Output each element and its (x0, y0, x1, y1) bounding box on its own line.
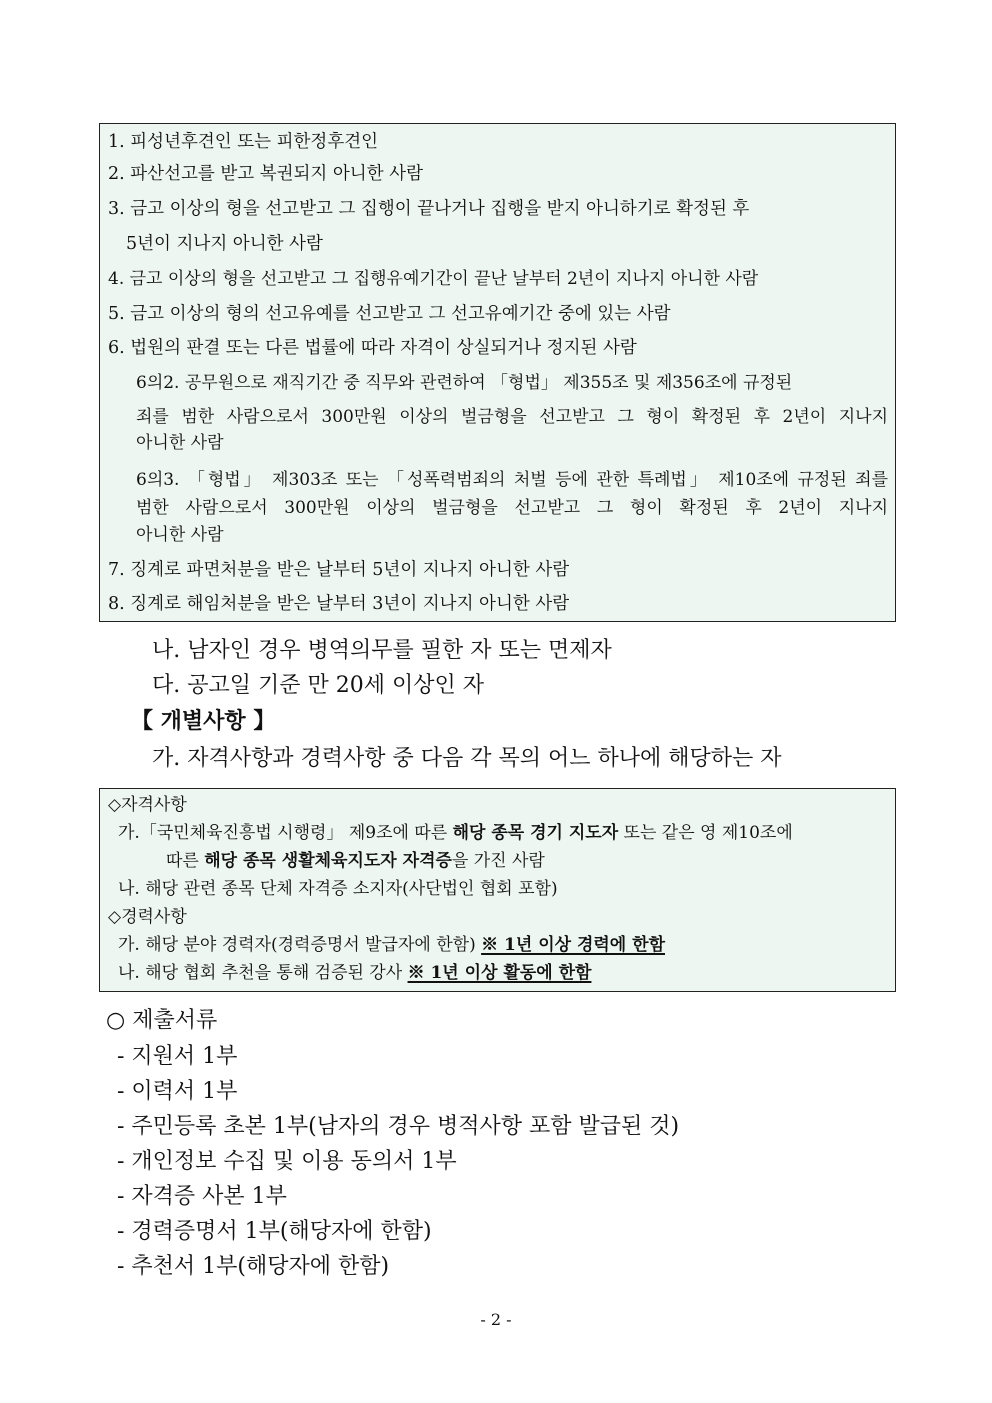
disqualification-item-1: 1. 피성년후견인 또는 피한정후견인 (108, 132, 379, 152)
document-item: - 경력증명서 1부(해당자에 한함) (117, 1219, 432, 1244)
qualification-title: ◇자격사항 (108, 795, 187, 815)
document-item: - 자격증 사본 1부 (117, 1184, 287, 1209)
disqualification-item-6-3-end: 아니한 사람 (136, 525, 224, 545)
qualification-item-1: 가.「국민체육진흥법 시행령」 제9조에 따른 해당 종목 경기 지도자 또는 같은 영 제10조에 (118, 823, 793, 843)
document-item: - 개인정보 수집 및 이용 동의서 1부 (117, 1149, 457, 1174)
document-item: - 지원서 1부 (117, 1044, 238, 1069)
disqualification-item-4: 4. 금고 이상의 형을 선고받고 그 집행유예기간이 끝난 날부터 2년이 지나지 아니한 사람 (108, 269, 759, 289)
disqualification-box (99, 123, 896, 622)
qualification-item-2: 나. 해당 관련 종목 단체 자격증 소지자(사단법인 협회 포함) (118, 879, 558, 899)
general-requirement-na: 나. 남자인 경우 병역의무를 필한 자 또는 면제자 (152, 638, 612, 663)
document-item: - 주민등록 초본 1부(남자의 경우 병적사항 포함 발급된 것) (117, 1114, 680, 1139)
individual-requirement-ga: 가. 자격사항과 경력사항 중 다음 각 목의 어느 하나에 해당하는 자 (152, 746, 782, 771)
disqualification-item-6: 6. 법원의 판결 또는 다른 법률에 따라 자격이 상실되거나 정지된 사람 (108, 338, 637, 358)
disqualification-item-3-cont: 5년이 지나지 아니한 사람 (126, 234, 323, 254)
disqualification-item-8: 8. 징계로 해임처분을 받은 날부터 3년이 지나지 아니한 사람 (108, 594, 570, 614)
disqualification-item-3: 3. 금고 이상의 형을 선고받고 그 집행이 끝나거나 집행을 받지 아니하기로 확정된 후 (108, 199, 750, 219)
qualification-item-1-cont: 따른 해당 종목 생활체육지도자 자격증을 가진 사람 (166, 851, 545, 871)
disqualification-item-6-2-cont: 죄를 범한 사람으로서 300만원 이상의 벌금형을 선고받고 그 형이 확정된 후 2년이 지나지 (136, 407, 888, 427)
disqualification-item-6-2: 6의2. 공무원으로 재직기간 중 직무와 관련하여 「형법」 제355조 및 제356조에 규정된 (136, 373, 793, 393)
documents-title: ○ 제출서류 (106, 1008, 218, 1033)
individual-requirements-heading: 【 개별사항 】 (131, 709, 276, 734)
disqualification-item-6-2-end: 아니한 사람 (136, 433, 224, 453)
qualification-box (99, 788, 896, 992)
disqualification-item-7: 7. 징계로 파면처분을 받은 날부터 5년이 지나지 아니한 사람 (108, 560, 570, 580)
disqualification-item-6-3-cont: 범한 사람으로서 300만원 이상의 벌금형을 선고받고 그 형이 확정된 후 2년이 지나지 (136, 498, 888, 518)
disqualification-item-5: 5. 금고 이상의 형의 선고유예를 선고받고 그 선고유예기간 중에 있는 사람 (108, 304, 671, 324)
disqualification-item-6-3: 6의3. 「형법」 제303조 또는 「성폭력범죄의 처벌 등에 관한 특례법」 제10조에 규정된 죄를 (136, 470, 888, 490)
document-item: - 추천서 1부(해당자에 한함) (117, 1254, 390, 1279)
disqualification-item-2: 2. 파산선고를 받고 복권되지 아니한 사람 (108, 164, 423, 184)
document-item: - 이력서 1부 (117, 1079, 238, 1104)
experience-item-2: 나. 해당 협회 추천을 통해 검증된 강사 ※ 1년 이상 활동에 한함 (118, 963, 592, 983)
experience-title: ◇경력사항 (108, 907, 187, 927)
experience-item-1: 가. 해당 분야 경력자(경력증명서 발급자에 한함) ※ 1년 이상 경력에 한함 (118, 935, 665, 955)
general-requirement-da: 다. 공고일 기준 만 20세 이상인 자 (152, 673, 484, 698)
page-number: - 2 - (480, 1310, 512, 1329)
